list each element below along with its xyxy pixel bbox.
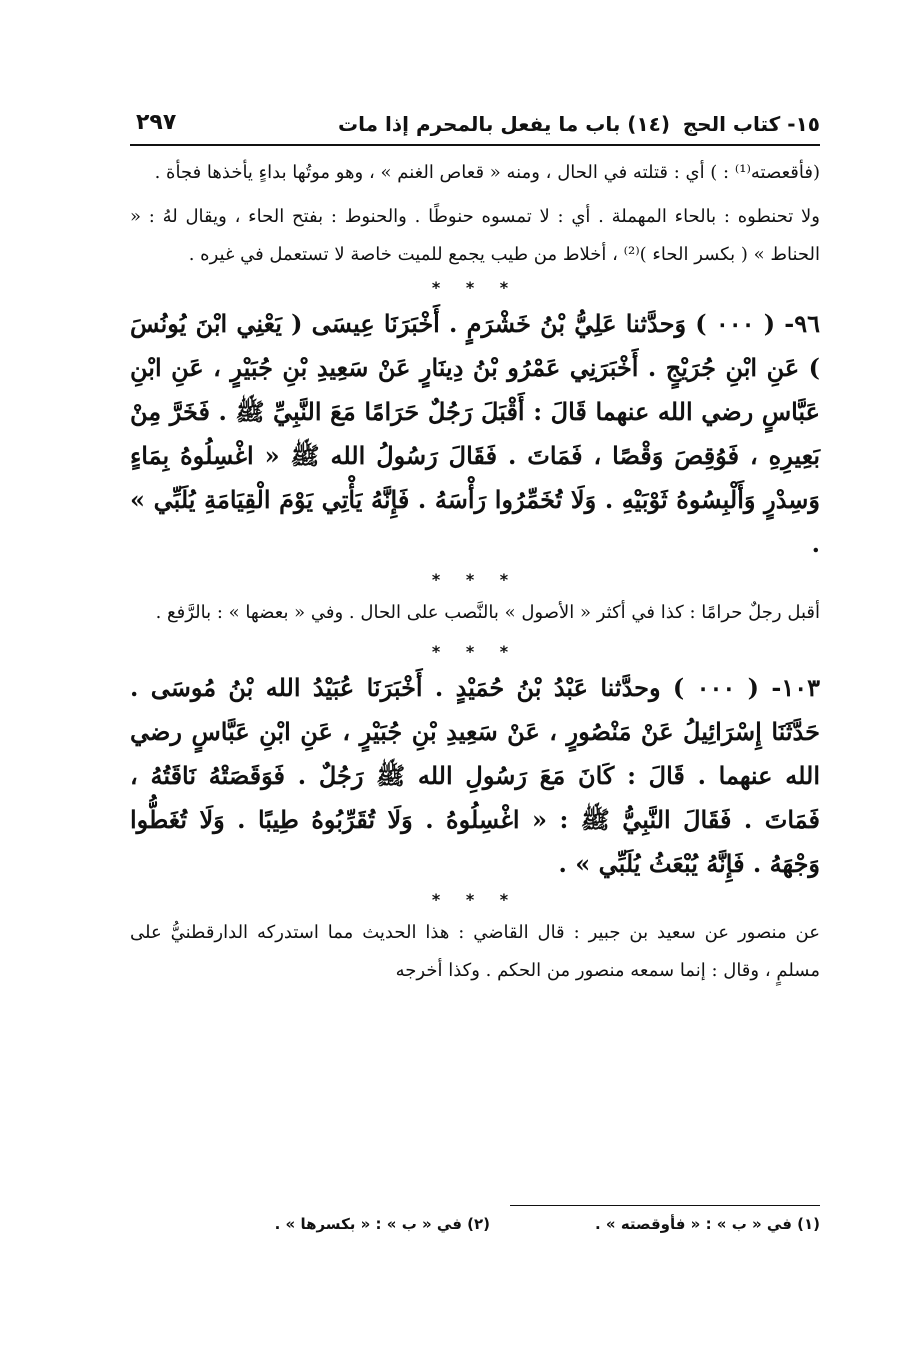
gloss-hadith-96: أقبل رجلٌ حرامًا : كذا في أكثر « الأصول » بالنَّصب على الحال . وفي « بعضها » : بالرَّفع . bbox=[155, 602, 820, 623]
section-divider: * * * bbox=[431, 642, 519, 661]
footnote-rule bbox=[510, 1205, 820, 1206]
footnote-2: (٢) في « ب » : « بكسرها » . bbox=[274, 1215, 490, 1233]
section-divider: * * * bbox=[431, 278, 519, 297]
gloss-paragraph-1: (فأقعصته⁽¹⁾ : ) أي : قتلته في الحال ، ومنه « قعاص الغنم » ، وهو موتُها بداءٍ يأخذها فجأة . bbox=[154, 162, 820, 183]
page-body bbox=[130, 100, 820, 990]
section-divider: * * * bbox=[431, 890, 519, 909]
page-number: ٢٩٧ bbox=[136, 110, 177, 135]
hadith-103: ١٠٣- ( ٠٠٠ ) وحدَّثنا عَبْدُ بْنُ حُمَيْدٍ . أَخْبَرَنَا عُبَيْدُ الله بْنُ مُوسَى . حَدَّثَنَا إِسْرَائِيلُ عَنْ مَنْصُورٍ ، عَنْ سَعِيدِ بْنِ جُبَيْرٍ ، عَنِ ابْنِ عَبَّاسٍ رضي الله عنهما . قَالَ : كَانَ مَعَ رَسُولِ الله ﷺ رَجُلٌ . فَوَقَصَتْهُ نَاقَتُهُ ، فَمَاتَ . فَقَالَ النَّبِيُّ ﷺ : « اغْسِلُوهُ . وَلَا تُقَرِّبُوهُ طِيبًا . وَلَا تُغَطُّوا وَجْهَهُ . فَإِنَّهُ يُبْعَثُ يُلَبِّي » . bbox=[130, 673, 820, 878]
section-divider: * * * bbox=[431, 570, 519, 589]
hadith-96: ٩٦- ( ٠٠٠ ) وَحدَّثنا عَلِيُّ بْنُ خَشْرَمٍ . أَخْبَرَنَا عِيسَى ( يَعْنِي ابْنَ يُونُسَ ) عَنِ ابْنِ جُرَيْجٍ . أَخْبَرَنِي عَمْرُو بْنُ دِينَارٍ عَنْ سَعِيدِ بْنِ جُبَيْرٍ ، عَنِ ابْنِ عَبَّاسٍ رضي الله عنهما قَالَ : أَقْبَلَ رَجُلٌ حَرَامًا مَعَ النَّبِيِّ ﷺ . فَخَرَّ مِنْ بَعِيرِهِ ، فَوُقِصَ وَقْصًا ، فَمَاتَ . فَقَالَ رَسُولُ الله ﷺ « اغْسِلُوهُ بِمَاءٍ وَسِدْرٍ وَأَلْبِسُوهُ ثَوْبَيْهِ . وَلَا تُخَمِّرُوا رَأْسَهُ . فَإِنَّهُ يَأْتِي يَوْمَ الْقِيَامَةِ يُلَبِّي » . bbox=[130, 309, 820, 558]
footnote-1: (١) في « ب » : « فأوقصته » . bbox=[595, 1215, 820, 1233]
running-header bbox=[130, 100, 820, 146]
chapter-title: (١٤) باب ما يفعل بالمحرم إذا مات bbox=[338, 112, 670, 136]
gloss-hadith-103: عن منصور عن سعيد بن جبير : قال القاضي : هذا الحديث مما استدركه الدارقطنيُّ على مسلمٍ ، وقال : إنما سمعه منصور من الحكم . وكذا أخرجه bbox=[130, 922, 820, 981]
book-title: ١٥- كتاب الحج bbox=[682, 112, 820, 136]
gloss-paragraph-2: ولا تحنطوه : بالحاء المهملة . أي : لا تمسوه حنوطًا . والحنوط : بفتح الحاء ، ويقال لهُ : « الحناط » ( بكسر الحاء )⁽²⁾ ، أخلاط من طيب يجمع للميت خاصة لا تستعمل في غيره . bbox=[130, 206, 820, 265]
